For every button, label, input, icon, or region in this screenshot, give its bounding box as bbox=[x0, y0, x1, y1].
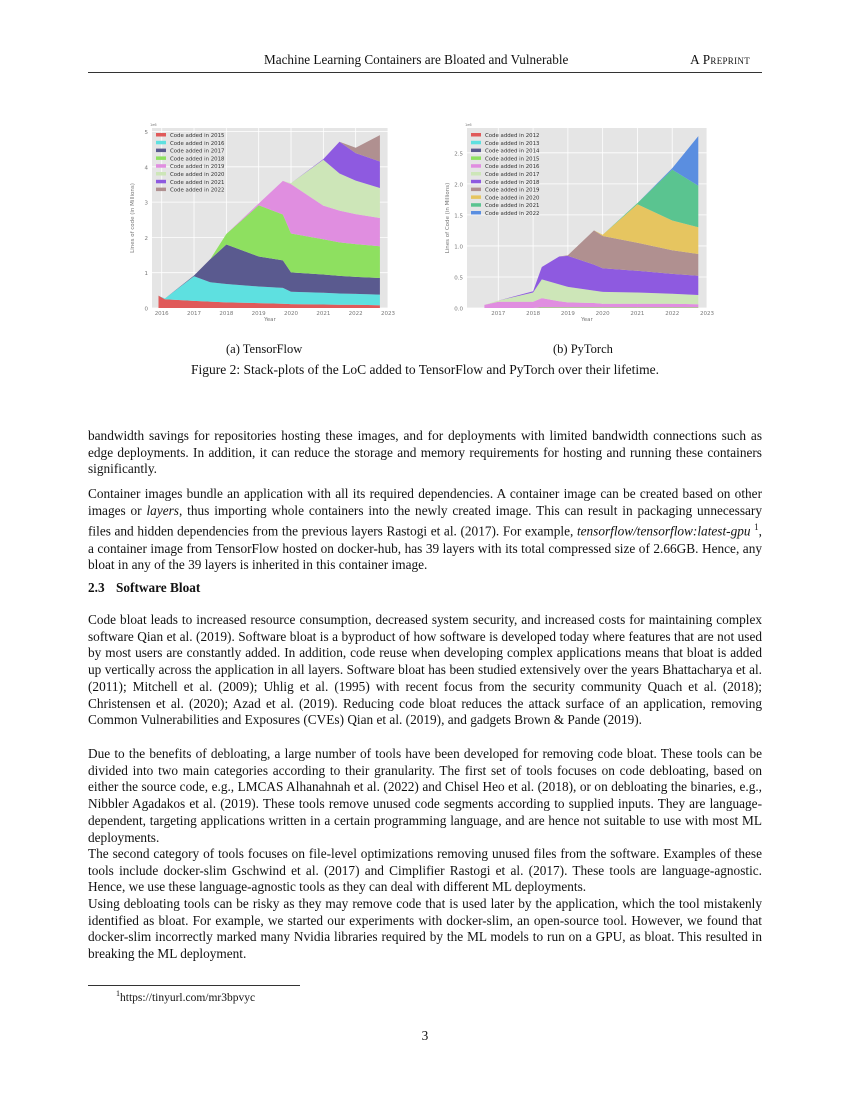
legend-swatch bbox=[156, 156, 166, 160]
legend-label: Code added in 2021 bbox=[170, 179, 225, 186]
text-span: Container images bundle an application with all its required dependencies. A container image can be created based on other images or bbox=[88, 486, 762, 518]
legend-label: Code added in 2019 bbox=[170, 164, 225, 171]
pytorch-chart-svg bbox=[438, 118, 718, 328]
legend-swatch bbox=[471, 149, 481, 153]
y-tick-label: 0 bbox=[144, 306, 148, 313]
legend-swatch bbox=[471, 180, 481, 184]
footnote-link[interactable]: https://tinyurl.com/mr3bpvyc bbox=[120, 991, 256, 1004]
subcaption-pytorch: (b) PyTorch bbox=[553, 342, 613, 356]
x-tick-label: 2018 bbox=[219, 311, 234, 317]
legend-label: Code added in 2017 bbox=[485, 172, 540, 178]
section-number: 2.3 bbox=[88, 580, 105, 595]
legend-swatch bbox=[156, 133, 166, 137]
legend-label: Code added in 2020 bbox=[485, 195, 540, 202]
x-tick-label: 2019 bbox=[560, 311, 575, 317]
legend-label: Code added in 2019 bbox=[485, 187, 540, 194]
section-heading bbox=[88, 580, 200, 596]
preprint-label: A Preprint bbox=[690, 52, 750, 67]
running-header bbox=[88, 50, 762, 73]
y-tick-label: 0.5 bbox=[454, 275, 463, 282]
x-tick-label: 2021 bbox=[316, 311, 331, 317]
legend-swatch bbox=[156, 188, 166, 192]
x-tick-label: 2019 bbox=[251, 311, 266, 317]
legend-swatch bbox=[471, 141, 481, 145]
legend-swatch bbox=[156, 149, 166, 153]
paragraph-container-images bbox=[88, 486, 762, 574]
legend-label: Code added in 2022 bbox=[485, 211, 540, 217]
legend-swatch bbox=[471, 156, 481, 160]
legend-label: Code added in 2018 bbox=[170, 156, 225, 163]
y-tick-label: 1.5 bbox=[454, 213, 463, 220]
x-tick-label: 2016 bbox=[154, 311, 169, 317]
x-tick-label: 2020 bbox=[595, 311, 610, 317]
legend-label: Code added in 2013 bbox=[485, 140, 540, 147]
figure-caption: Figure 2: Stack-plots of the LoC added to TensorFlow and PyTorch over their lifetime. bbox=[190, 362, 660, 377]
legend-label: Code added in 2014 bbox=[485, 148, 540, 155]
y-tick-label: 5 bbox=[144, 130, 148, 137]
x-tick-label: 2023 bbox=[381, 311, 395, 317]
y-axis-label: Lines of code (in Millions) bbox=[130, 183, 136, 253]
running-title: Machine Learning Containers are Bloated and Vulnerable bbox=[264, 52, 569, 67]
y-tick-label: 1 bbox=[144, 271, 148, 278]
footnote-marker[interactable]: 1 bbox=[754, 522, 759, 533]
x-tick-label: 2017 bbox=[187, 311, 202, 317]
legend-swatch bbox=[471, 195, 481, 199]
legend-swatch bbox=[471, 133, 481, 137]
y-tick-label: 1.0 bbox=[454, 244, 463, 251]
paragraph-debloating-tools: Due to the benefits of debloating, a large number of tools have been developed for removing code bloat. These tools can be divided into two main categories according to their granularity. The first set of tools focuses on code debloating, based on either the source code, e.g., LMCAS Alhanahnah et al. (2022) and Chisel Heo et al. (2018), or on debloating the binaries, e.g., Nibbler Agadakos et al. (2019). These tools remove unused code segments according to supplied inputs. They are language-dependent, targeting applications written in a certain programming language, and are hence not suitable to use with most ML deployments. bbox=[88, 746, 762, 845]
x-axis-label: Year bbox=[581, 317, 593, 323]
scale-marker: 1e6 bbox=[465, 123, 472, 127]
footnote-rule bbox=[88, 985, 300, 986]
footnote-mark: 1 bbox=[116, 989, 120, 998]
scale-marker: 1e6 bbox=[150, 123, 157, 127]
legend-label: Code added in 2015 bbox=[170, 133, 225, 139]
legend-label: Code added in 2012 bbox=[485, 133, 540, 139]
legend-label: Code added in 2017 bbox=[170, 148, 225, 155]
x-tick-label: 2021 bbox=[630, 311, 645, 317]
legend-label: Code added in 2021 bbox=[485, 203, 540, 210]
y-tick-label: 4 bbox=[144, 165, 148, 172]
legend-label: Code added in 2020 bbox=[170, 172, 225, 178]
legend-swatch bbox=[156, 141, 166, 145]
legend-label: Code added in 2015 bbox=[485, 156, 540, 163]
legend-swatch bbox=[471, 172, 481, 176]
text-span: , a container image from TensorFlow hosted on docker-hub, has 39 layers with its total compressed size of 2.66GB. Hence, any bloat in any of the 39 layers is inherited in this container image. bbox=[88, 523, 762, 573]
legend-swatch bbox=[471, 164, 481, 168]
legend-label: Code added in 2016 bbox=[170, 140, 225, 147]
paragraph-code-bloat: Code bloat leads to increased resource consumption, decreased system security, and increased costs for maintaining complex software Qian et al. (2019). Software bloat is a byproduct of how software is developed today where features that are not used by most users are constantly added. In addition, code reuse when developing complex applications means that bloat is added up vertically across the application in all layers. Software bloat has been studied extensively over the years Bhattacharya et al. (2011); Mitchell et al. (2009); Uhlig et al. (1995) with recent focus from the security community Quach et al. (2018); Christensen et al. (2020); Azad et al. (2019). Reducing code bloat reduces the attack surface of an application, removing Common Vulnerabilities and Exposures (CVEs) Qian et al. (2019), and gadgets Brown & Pande (2019). bbox=[88, 612, 762, 728]
tensorflow-chart-svg bbox=[128, 118, 400, 328]
legend-swatch bbox=[156, 172, 166, 176]
x-tick-label: 2017 bbox=[491, 311, 506, 317]
x-tick-label: 2023 bbox=[700, 311, 714, 317]
x-axis-label: Year bbox=[264, 317, 276, 323]
y-tick-label: 2.5 bbox=[454, 151, 463, 158]
y-axis-label: Lines of Code (in Millions) bbox=[445, 182, 451, 254]
paragraph-risks: Using debloating tools can be risky as they may remove code that is used later by the application, which the tool mistakenly identified as bloat. For example, we started our experiments with docker-slim, an open-source tool. However, we found that docker-slim incorrectly marked many Nvidia libraries required by the ML models to run on a GPU, as bloat. This resulted in breaking the ML deployment. bbox=[88, 896, 762, 962]
paragraph-file-level: The second category of tools focuses on file-level optimizations removing unused files from the software. Examples of these tools include docker-slim Gschwind et al. (2017) and Cimplifier Rastogi et al. (2017). These tools are language-agnostic. Hence, we use these language-agnostic tools as they can deal with different ML deployments. bbox=[88, 846, 762, 895]
layers-term: layers bbox=[146, 502, 179, 518]
legend-swatch bbox=[156, 180, 166, 184]
legend-swatch bbox=[471, 203, 481, 207]
text-span: , thus importing whole containers into the newly created image. This can result in packaging unnecessary files and hidden dependencies from the previous layers Rastogi et al. (2017). For example, bbox=[88, 502, 763, 539]
tensorflow-stackplot bbox=[128, 118, 400, 328]
legend-label: Code added in 2016 bbox=[485, 164, 540, 171]
legend-swatch bbox=[156, 164, 166, 168]
section-title: Software Bloat bbox=[116, 580, 201, 595]
paragraph-bandwidth: bandwidth savings for repositories hosting these images, and for deployments with limited bandwidth connections such as edge deployments. In addition, it can reduce the storage and memory requirements for hosting and running these containers significantly. bbox=[88, 428, 762, 477]
x-tick-label: 2020 bbox=[284, 311, 299, 317]
pytorch-stackplot bbox=[438, 118, 718, 328]
x-tick-label: 2018 bbox=[526, 311, 541, 317]
page-number: 3 bbox=[421, 1028, 429, 1043]
legend-swatch bbox=[471, 188, 481, 192]
y-tick-label: 2.0 bbox=[454, 182, 463, 189]
y-tick-label: 0.0 bbox=[454, 306, 463, 313]
image-name: tensorflow/tensorflow:latest-gpu bbox=[576, 523, 751, 539]
y-tick-label: 3 bbox=[144, 200, 148, 207]
legend-label: Code added in 2022 bbox=[170, 187, 225, 194]
legend-swatch bbox=[471, 211, 481, 215]
y-tick-label: 2 bbox=[144, 235, 148, 242]
x-tick-label: 2022 bbox=[348, 311, 363, 317]
footnote bbox=[116, 989, 255, 1004]
subcaption-tensorflow: (a) TensorFlow bbox=[226, 342, 303, 356]
x-tick-label: 2022 bbox=[665, 311, 680, 317]
legend-label: Code added in 2018 bbox=[485, 179, 540, 186]
